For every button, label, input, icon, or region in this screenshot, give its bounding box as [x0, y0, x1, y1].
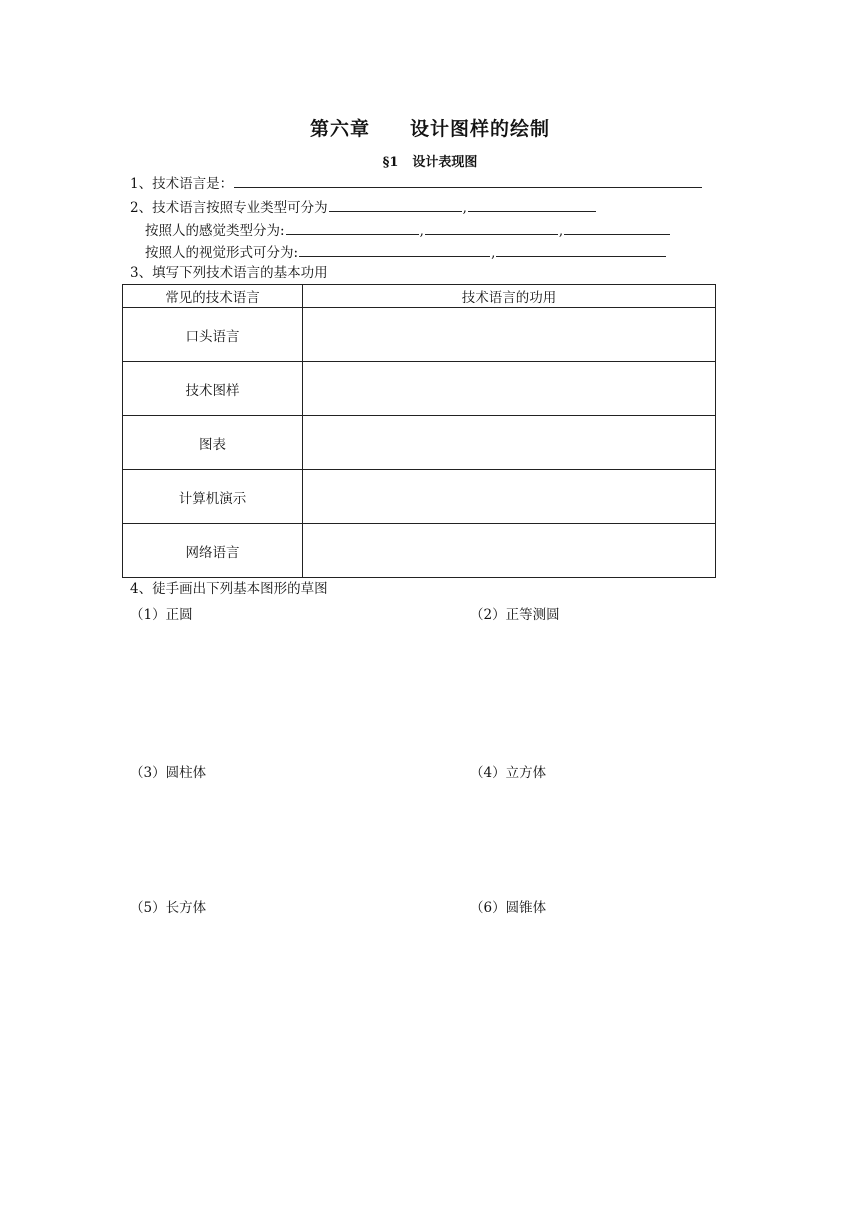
row-language: 计算机演示 [123, 470, 303, 524]
section-name: 设计表现图 [412, 155, 478, 170]
row-language: 口头语言 [123, 308, 303, 362]
table-row [123, 308, 716, 362]
question-2 [130, 198, 597, 217]
sketch-label: （1）正圆 [130, 607, 193, 623]
table-row [123, 470, 716, 524]
comma: , [419, 223, 424, 239]
table-header-row [123, 285, 716, 308]
language-function-table [122, 284, 716, 578]
question-1-text: 1、技术语言是： [130, 176, 234, 192]
row-function-cell[interactable] [303, 524, 716, 578]
answer-blank[interactable] [234, 174, 702, 188]
question-2-sense-text: 按照人的感觉类型分为: [145, 223, 285, 239]
row-language: 网络语言 [123, 524, 303, 578]
chapter-number: 第六章 [309, 118, 370, 140]
answer-blank[interactable] [299, 243, 490, 257]
chapter-name: 设计图样的绘制 [410, 118, 551, 140]
answer-blank[interactable] [496, 243, 666, 257]
question-4 [130, 580, 328, 598]
question-3-text: 3、填写下列技术语言的基本功用 [130, 265, 328, 281]
comma: , [491, 245, 496, 261]
question-2-text: 2、技术语言按照专业类型可分为 [130, 200, 328, 216]
answer-blank[interactable] [564, 221, 670, 235]
table-row [123, 362, 716, 416]
sketch-label: （6）圆锥体 [470, 900, 547, 916]
row-function-cell[interactable] [303, 470, 716, 524]
row-function-cell[interactable] [303, 308, 716, 362]
table-row [123, 524, 716, 578]
answer-blank[interactable] [425, 221, 558, 235]
sketch-label: （3）圆柱体 [130, 765, 207, 781]
question-1 [130, 174, 703, 193]
comma: , [558, 223, 564, 239]
answer-blank[interactable] [468, 198, 596, 212]
row-language: 技术图样 [123, 362, 303, 416]
section-number: §1 [382, 155, 399, 170]
section-title [0, 151, 860, 170]
sketch-label: （4）立方体 [470, 765, 547, 781]
question-2-visual-text: 按照人的视觉形式可分为: [145, 245, 299, 261]
row-function-cell[interactable] [303, 416, 716, 470]
row-function-cell[interactable] [303, 362, 716, 416]
comma: , [462, 200, 467, 216]
table-row [123, 416, 716, 470]
answer-blank[interactable] [329, 198, 462, 212]
answer-blank[interactable] [286, 221, 419, 235]
question-2-sense [145, 221, 671, 240]
question-4-text: 4、徒手画出下列基本图形的草图 [130, 581, 328, 597]
chapter-title [0, 114, 860, 141]
question-2-visual [145, 243, 667, 262]
row-language: 图表 [123, 416, 303, 470]
sketch-label: （5）长方体 [130, 900, 207, 916]
header-language: 常见的技术语言 [123, 285, 303, 308]
header-function: 技术语言的功用 [303, 285, 716, 308]
sketch-label: （2）正等测圆 [470, 607, 560, 623]
question-3 [130, 264, 328, 282]
